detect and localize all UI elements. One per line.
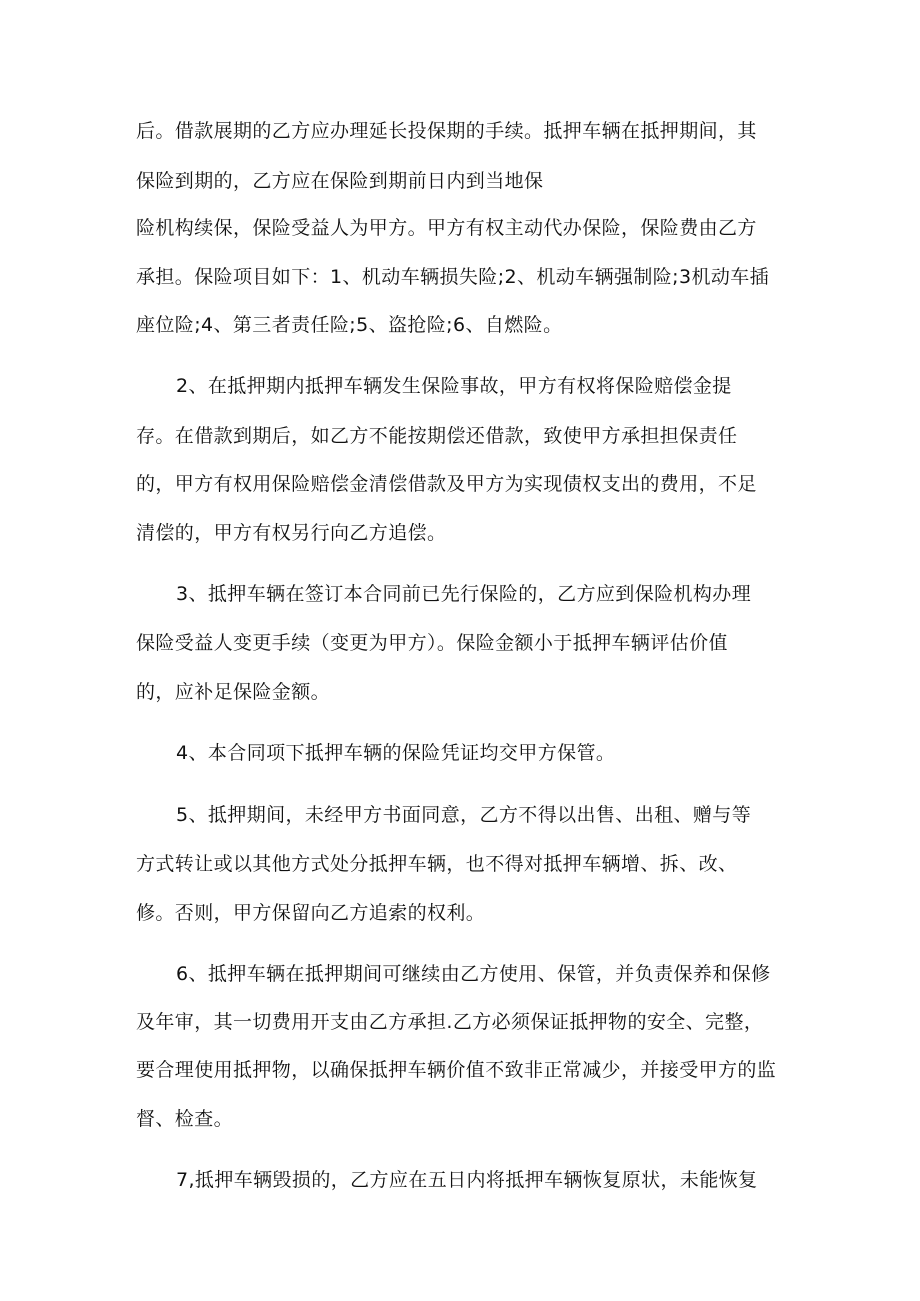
text-line: 4、本合同项下抵押车辆的保险凭证均交甲方保管。 (176, 742, 616, 764)
text-line: 清偿的，甲方有权另行向乙方追偿。 (136, 522, 447, 544)
text-line: 的，甲方有权用保险赔偿金清偿借款及甲方为实现债权支出的费用，不足 (136, 473, 757, 495)
text-line: 方式转让或以其他方式处分抵押车辆，也不得对抵押车辆增、拆、改、 (136, 853, 738, 875)
text-line: 6、抵押车辆在抵押期间可继续由乙方使用、保管，并负责保养和保修 (176, 963, 771, 985)
text-line: 督、检查。 (136, 1108, 234, 1130)
text-line: 要合理使用抵押物，以确保抵押车辆价值不致非正常减少，并接受甲方的监 (136, 1059, 777, 1081)
text-line: 的，应补足保险金额。 (136, 681, 331, 703)
text-line: 3、抵押车辆在签订本合同前已先行保险的，乙方应到保险机构办理 (176, 583, 752, 605)
text-line: 及年审，其一切费用开支由乙方承担.乙方必须保证抵押物的安全、完整， (136, 1011, 764, 1033)
text-line: 险机构续保，保险受益人为甲方。甲方有权主动代办保险，保险费由乙方 (136, 217, 757, 239)
text-line: 5、抵押期间，未经甲方书面同意，乙方不得以出售、出租、赠与等 (176, 804, 752, 826)
text-line: 保险到期的，乙方应在保险到期前日内到当地保 (136, 170, 544, 192)
text-line: 保险受益人变更手续（变更为甲方）。保险金额小于抵押车辆评估价值 (136, 632, 728, 654)
text-line: 后。借款展期的乙方应办理延长投保期的手续。抵押车辆在抵押期间，其 (136, 120, 757, 142)
text-line: 7,抵押车辆毁损的，乙方应在五日内将抵押车辆恢复原状，未能恢复 (176, 1169, 758, 1191)
text-line: 修。否则，甲方保留向乙方追索的权利。 (136, 902, 486, 924)
text-line: 承担。保险项目如下：1、机动车辆损失险;2、机动车辆强制险;3机动车插 (136, 266, 770, 288)
text-line: 2、在抵押期内抵押车辆发生保险事故，甲方有权将保险赔偿金提 (176, 375, 732, 397)
text-line: 存。在借款到期后，如乙方不能按期偿还借款，致使甲方承担担保责任 (136, 425, 738, 447)
text-line: 座位险;4、第三者责任险;5、盗抢险;6、自燃险。 (136, 314, 563, 336)
